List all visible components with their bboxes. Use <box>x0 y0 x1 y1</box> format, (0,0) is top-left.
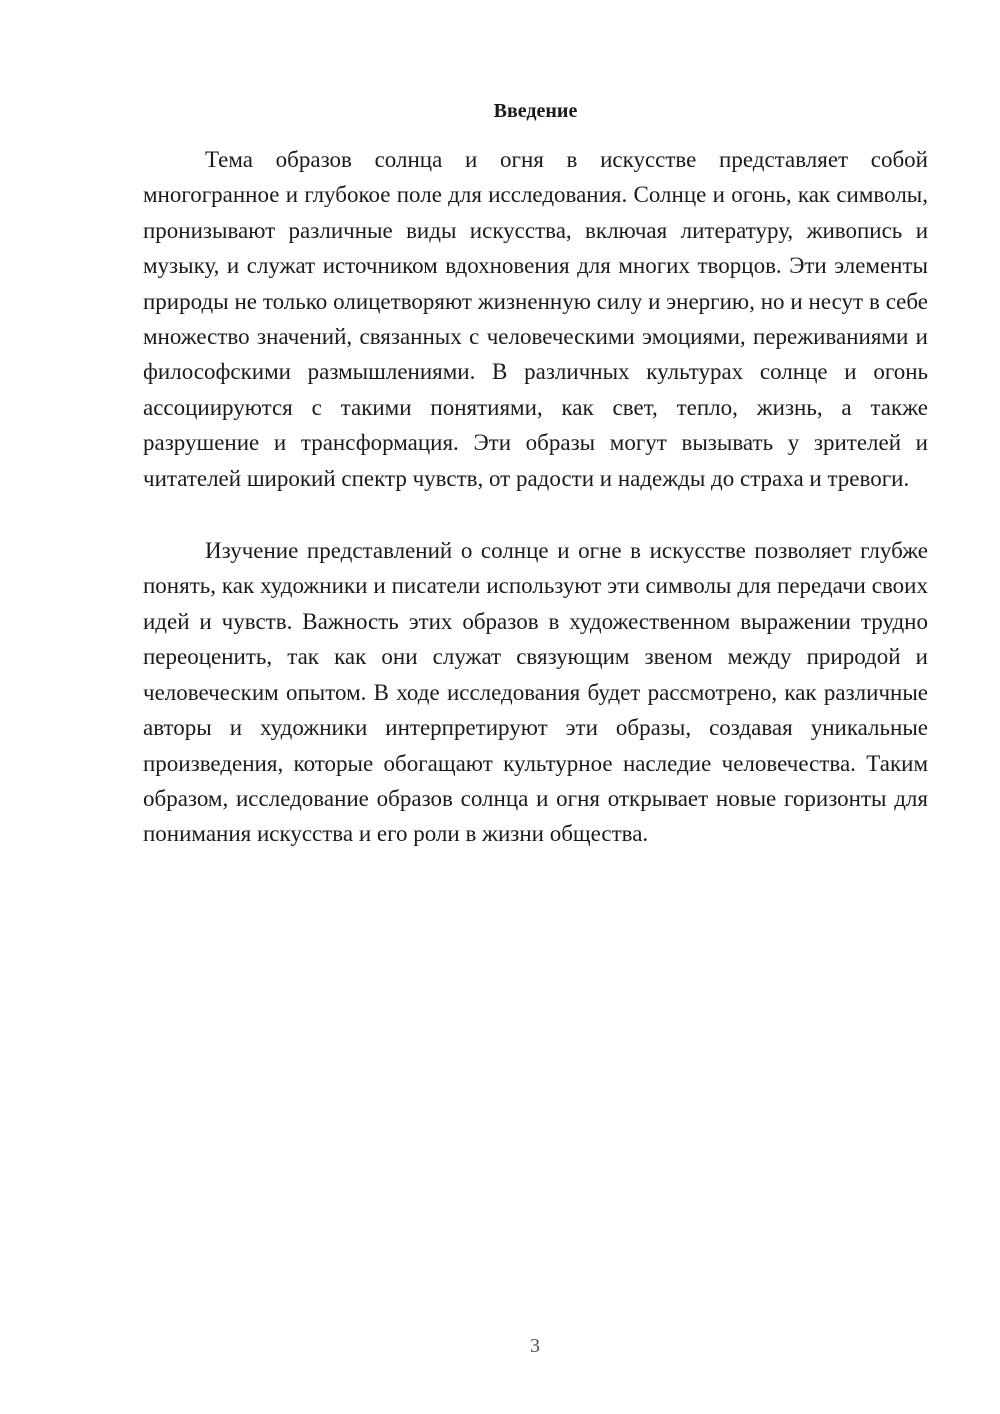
section-heading: Введение <box>493 100 578 122</box>
document-body <box>143 142 928 852</box>
page-number: 3 <box>530 1335 540 1357</box>
paragraph-2: Изучение представлений о солнце и огне в искусстве позволяет глубже понять, как художники и писатели используют эти символы для передачи своих идей и чувств. Важность этих образов в художественном выражении трудно переоценить, так как они служат связующим звеном между природой и человеческим опытом. В ходе исследования будет рассмотрено, как различные авторы и художники интерпретируют эти образы, создавая уникальные произведения, которые обогащают культурное наследие человечества. Таким образом, исследование образов солнца и огня открывает новые горизонты для понимания искусства и его роли в жизни общества. <box>143 538 928 847</box>
paragraph-1: Тема образов солнца и огня в искусстве представляет собой многогранное и глубокое поле для исследования. Солнце и огонь, как символы, пронизывают различные виды искусства, включая литературу, живопись и музыку, и служат источником вдохновения для многих творцов. Эти элементы природы не только олицетворяют жизненную силу и энергию, но и несут в себе множество значений, связанных с человеческими эмоциями, переживаниями и философскими размышлениями. В различных культурах солнце и огонь ассоциируются с такими понятиями, как свет, тепло, жизнь, а также разрушение и трансформация. Эти образы могут вызывать у зрителей и читателей широкий спектр чувств, от радости и надежды до страха и тревоги. <box>143 147 928 491</box>
